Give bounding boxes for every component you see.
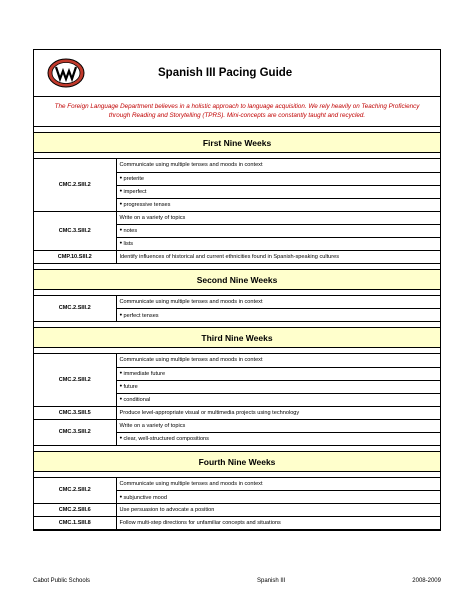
standard-topic: Communicate using multiple tenses and moods in context (116, 296, 440, 309)
section-heading: Second Nine Weeks (34, 270, 440, 290)
bullet-item: ● progressive tenses (116, 198, 440, 211)
table-row (34, 419, 440, 432)
table-row (34, 296, 440, 309)
standard-code: CMC.3.SIII.2 (34, 419, 116, 445)
footer-center: Spanish III (256, 578, 286, 584)
table-row (34, 250, 440, 263)
section-heading: First Nine Weeks (34, 133, 440, 153)
standard-topic: Communicate using multiple tenses and moods in context (116, 478, 440, 491)
sections-container (34, 127, 440, 530)
standards-table (34, 354, 440, 446)
standard-topic: Write on a variety of topics (116, 211, 440, 224)
standard-topic: Use persuasion to advocate a position (116, 504, 440, 517)
standard-topic: Communicate using multiple tenses and moods in context (116, 354, 440, 367)
bullet-item: ● conditional (116, 393, 440, 406)
bullet-item: ● imperfect (116, 185, 440, 198)
standard-code: CMC.2.SIII.2 (34, 478, 116, 504)
standard-code: CMC.2.SIII.2 (34, 159, 116, 211)
standard-code: CMC.3.SIII.2 (34, 211, 116, 250)
table-row (34, 504, 440, 517)
table-row (34, 354, 440, 367)
standard-code: CMC.3.SIII.5 (34, 406, 116, 419)
standard-topic: Produce level-appropriate visual or multimedia projects using technology (116, 406, 440, 419)
standard-code: CMC.2.SIII.6 (34, 504, 116, 517)
standard-topic: Follow multi-step directions for unfamiliar concepts and situations (116, 517, 440, 530)
document-header (34, 50, 440, 97)
bullet-item: ● perfect tenses (116, 309, 440, 322)
standard-topic: Communicate using multiple tenses and moods in context (116, 159, 440, 172)
page-title: Spanish III Pacing Guide (158, 67, 293, 79)
pacing-guide-document (33, 49, 441, 531)
footer-left: Cabot Public Schools (33, 578, 91, 584)
section-heading: Fourth Nine Weeks (34, 452, 440, 472)
standard-topic: Identify influences of historical and current ethnicities found in Spanish-speaking cultures (116, 250, 440, 263)
bullet-item: ● future (116, 380, 440, 393)
school-logo-icon (34, 50, 98, 97)
standard-topic: Write on a variety of topics (116, 419, 440, 432)
standards-table (34, 296, 440, 323)
standard-code: CMP.10.SIII.2 (34, 250, 116, 263)
standards-table (34, 478, 440, 531)
table-row (34, 517, 440, 530)
bullet-item: ● subjunctive mood (116, 491, 440, 504)
bullet-item: ● immediate future (116, 367, 440, 380)
table-row (34, 211, 440, 224)
bullet-item: ● lists (116, 237, 440, 250)
bullet-item: ● notes (116, 224, 440, 237)
intro-paragraph: The Foreign Language Department believes in a holistic approach to language acquisition. We rely heavily on Teaching Proficiency through Reading and Storytelling (TPRS). Mini-concepts are constantly taught and recycled. (34, 97, 440, 127)
page-footer (33, 578, 441, 584)
standards-table (34, 159, 440, 264)
footer-right: 2008-2009 (412, 578, 441, 584)
standard-code: CMC.2.SIII.2 (34, 354, 116, 406)
section-heading: Third Nine Weeks (34, 328, 440, 348)
standard-code: CMC.1.SIII.8 (34, 517, 116, 530)
table-row (34, 159, 440, 172)
table-row (34, 406, 440, 419)
standard-code: CMC.2.SIII.2 (34, 296, 116, 322)
bullet-item: ● clear, well-structured compositions (116, 432, 440, 445)
bullet-item: ● preterite (116, 172, 440, 185)
table-row (34, 478, 440, 491)
